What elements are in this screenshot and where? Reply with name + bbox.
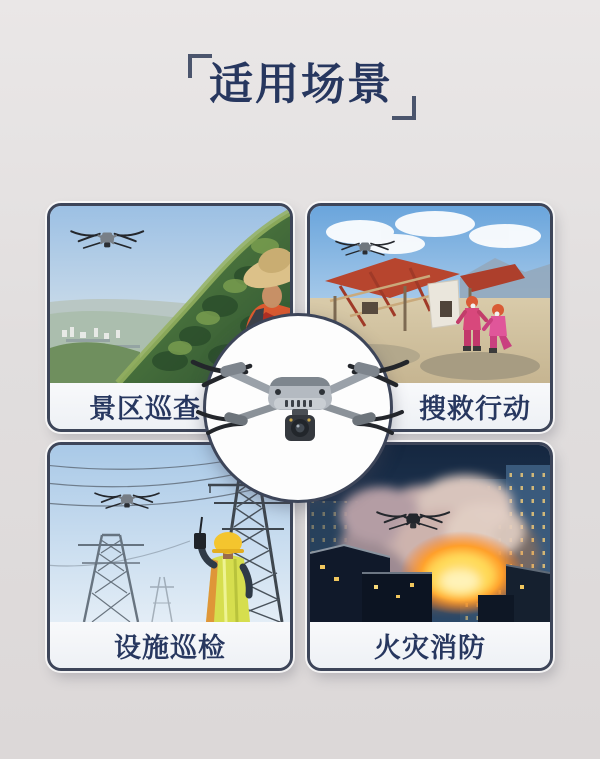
corner-bracket-bottom-right-icon <box>392 96 416 120</box>
scenario-label: 设施巡检 <box>50 622 290 668</box>
drone-icon <box>190 336 410 462</box>
scenario-label: 火灾消防 <box>310 622 550 668</box>
section-title-block <box>186 50 416 120</box>
scenario-label: 景区巡查 <box>50 383 290 429</box>
scenario-label: 搜救行动 <box>310 383 550 429</box>
section-title: 适用场景 <box>209 60 393 109</box>
corner-bracket-top-left-icon <box>188 54 212 78</box>
